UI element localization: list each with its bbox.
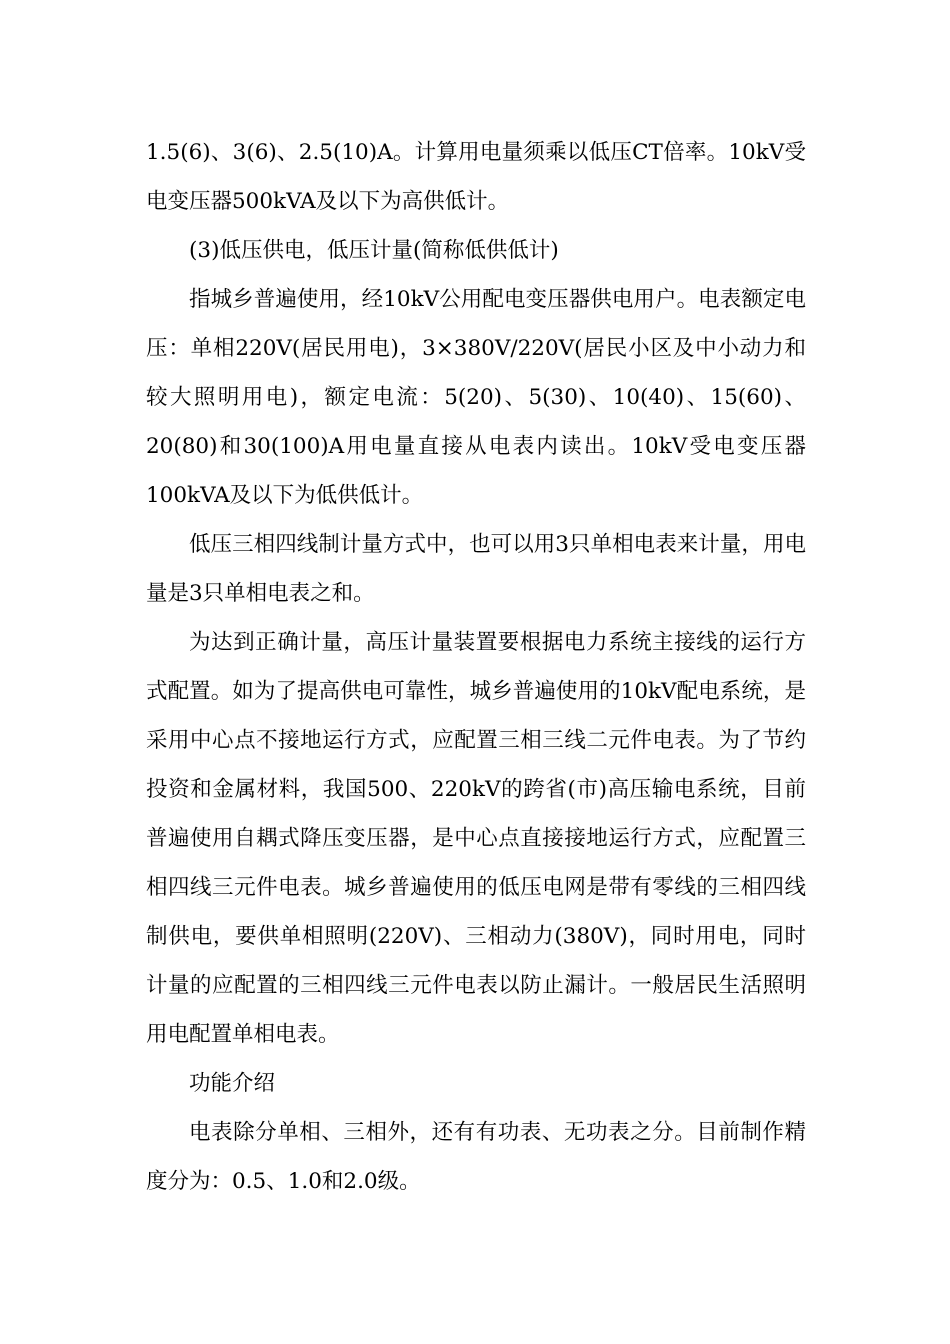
paragraph-2: (3)低压供电，低压计量(简称低供低计) — [189, 238, 559, 263]
section-heading: 功能介绍 — [189, 1071, 276, 1096]
paragraph-7: 电表除分单相、三相外，还有有功表、无功表之分。目前制作精度分为：0.5、1.0和2.0级。 — [146, 1120, 806, 1194]
paragraph-1: 1.5(6)、3(6)、2.5(10)A。计算用电量须乘以低压CT倍率。10kV受电变压器500kVA及以下为高供低计。 — [146, 140, 806, 214]
document-page — [146, 128, 806, 1206]
paragraph-5: 为达到正确计量，高压计量装置要根据电力系统主接线的运行方式配置。如为了提高供电可靠性，城乡普遍使用的10kV配电系统，是采用中心点不接地运行方式，应配置三相三线二元件电表。为了节约投资和金属材料，我国500、220kV的跨省(市)高压输电系统，目前普遍使用自耦式降压变压器，是中心点直接接地运行方式，应配置三相四线三元件电表。城乡普遍使用的低压电网是带有零线的三相四线制供电，要供单相照明(220V)、三相动力(380V)，同时用电，同时计量的应配置的三相四线三元件电表以防止漏计。一般居民生活照明用电配置单相电表。 — [146, 630, 806, 1047]
paragraph-3: 指城乡普遍使用，经10kV公用配电变压器供电用户。电表额定电压：单相220V(居民用电)，3×380V/220V(居民小区及中小动力和较大照明用电)，额定电流：5(20)、5(30)、10(40)、15(60)、20(80)和30(100)A用电量直接从电表内读出。10kV受电变压器100kVA及以下为低供低计。 — [146, 287, 806, 508]
paragraph-4: 低压三相四线制计量方式中，也可以用3只单相电表来计量，用电量是3只单相电表之和。 — [146, 532, 806, 606]
